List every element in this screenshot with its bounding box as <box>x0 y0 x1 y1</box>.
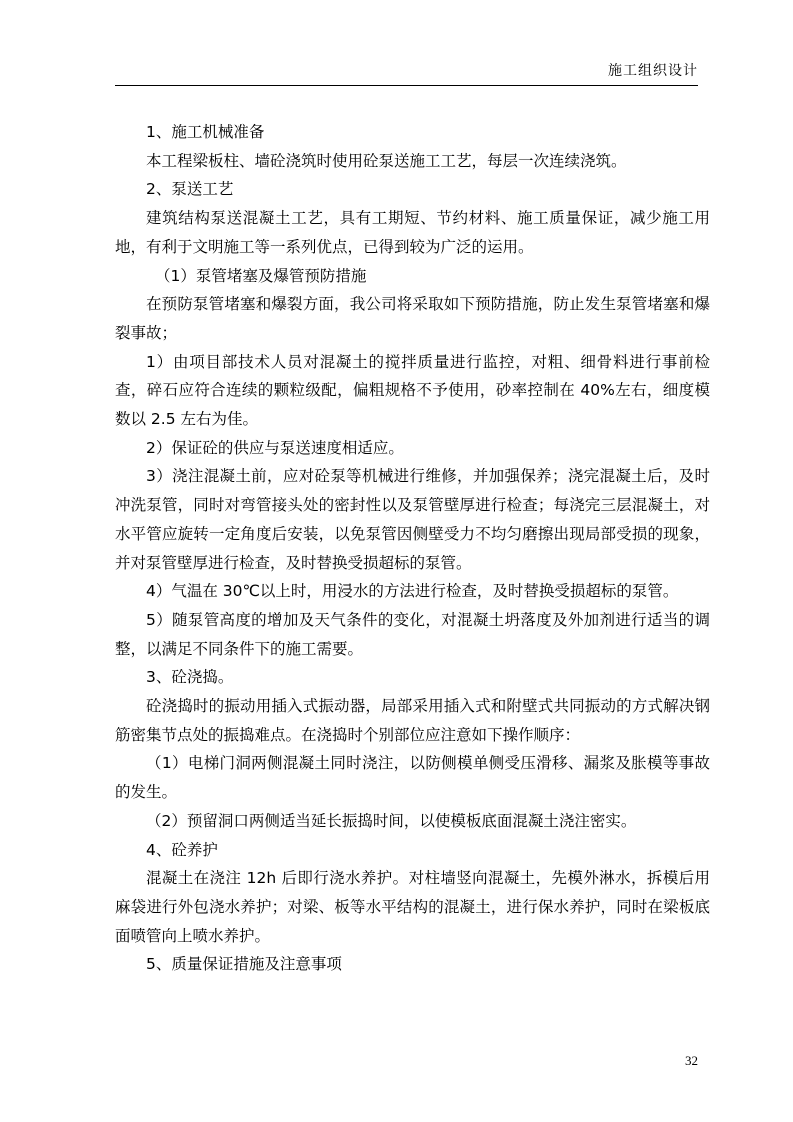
heading-pumping: 2、泵送工艺 <box>146 180 234 199</box>
paragraph: 建筑结构泵送混凝土工艺，具有工期短、节约材料、施工质量保证，减少施工用地，有利于文明施工等一系列优点，已得到较为广泛的运用。 <box>115 209 710 256</box>
list-item: 5）随泵管高度的增加及天气条件的变化，对混凝土坍落度及外加剂进行适当的调整，以满足不同条件下的施工需要。 <box>115 610 710 658</box>
header-title: 施工组织设计 <box>608 63 698 79</box>
paragraph: 砼浇捣时的振动用插入式振动器，局部采用插入式和附壁式共同振动的方式解决钢筋密集节点处的振捣难点。在浇捣时个别部位应注意如下操作顺序： <box>115 697 710 744</box>
list-item: 1）由项目部技术人员对混凝土的搅拌质量进行监控，对粗、细骨料进行事前检查，碎石应符合连续的颗粒级配，偏粗规格不予使用，砂率控制在 40%左右，细度模数以 2.5 左右为佳。 <box>115 352 710 429</box>
list-item: （2）预留洞口两侧适当延长振捣时间，以使模板底面混凝土浇注密实。 <box>146 811 637 830</box>
list-item: 3）浇注混凝土前，应对砼泵等机械进行维修，并加强保养；浇完混凝土后，及时冲洗泵管，同时对弯管接头处的密封性以及泵管壁厚进行检查；每浇完三层混凝土，对水平管应旋转一定角度后安装，以免泵管因侧壁受力不均匀磨擦出现局部受损的现象，并对泵管壁厚进行检查，及时替换受损超标的泵管。 <box>115 467 710 572</box>
list-item: 2）保证砼的供应与泵送速度相适应。 <box>146 438 404 457</box>
paragraph: 混凝土在浇注 12h 后即行浇水养护。对柱墙竖向混凝土，先模外淋水，拆模后用麻袋进行外包浇水养护；对梁、板等水平结构的混凝土，进行保水养护，同时在梁板底面喷管向上喷水养护。 <box>115 869 710 945</box>
page-number: 32 <box>685 1053 698 1068</box>
heading-pouring: 3、砼浇捣。 <box>146 668 234 687</box>
paragraph: 在预防泵管堵塞和爆裂方面，我公司将采取如下预防措施，防止发生泵管堵塞和爆裂事故； <box>115 295 710 342</box>
list-item: （1）电梯门洞两侧混凝土同时浇注，以防侧模单侧受压滑移、漏浆及胀模等事故的发生。 <box>115 754 710 802</box>
page-header <box>115 55 698 86</box>
subheading-blockage: （1）泵管堵塞及爆管预防措施 <box>155 266 367 285</box>
document-body <box>115 118 710 979</box>
heading-machinery: 1、施工机械准备 <box>146 123 265 141</box>
heading-curing: 4、砼养护 <box>146 840 218 859</box>
list-item: 4）气温在 30℃以上时，用浸水的方法进行检查，及时替换受损超标的泵管。 <box>146 582 679 601</box>
heading-quality: 5、质量保证措施及注意事项 <box>146 955 342 974</box>
paragraph: 本工程梁板柱、墙砼浇筑时使用砼泵送施工工艺，每层一次连续浇筑。 <box>146 151 627 170</box>
